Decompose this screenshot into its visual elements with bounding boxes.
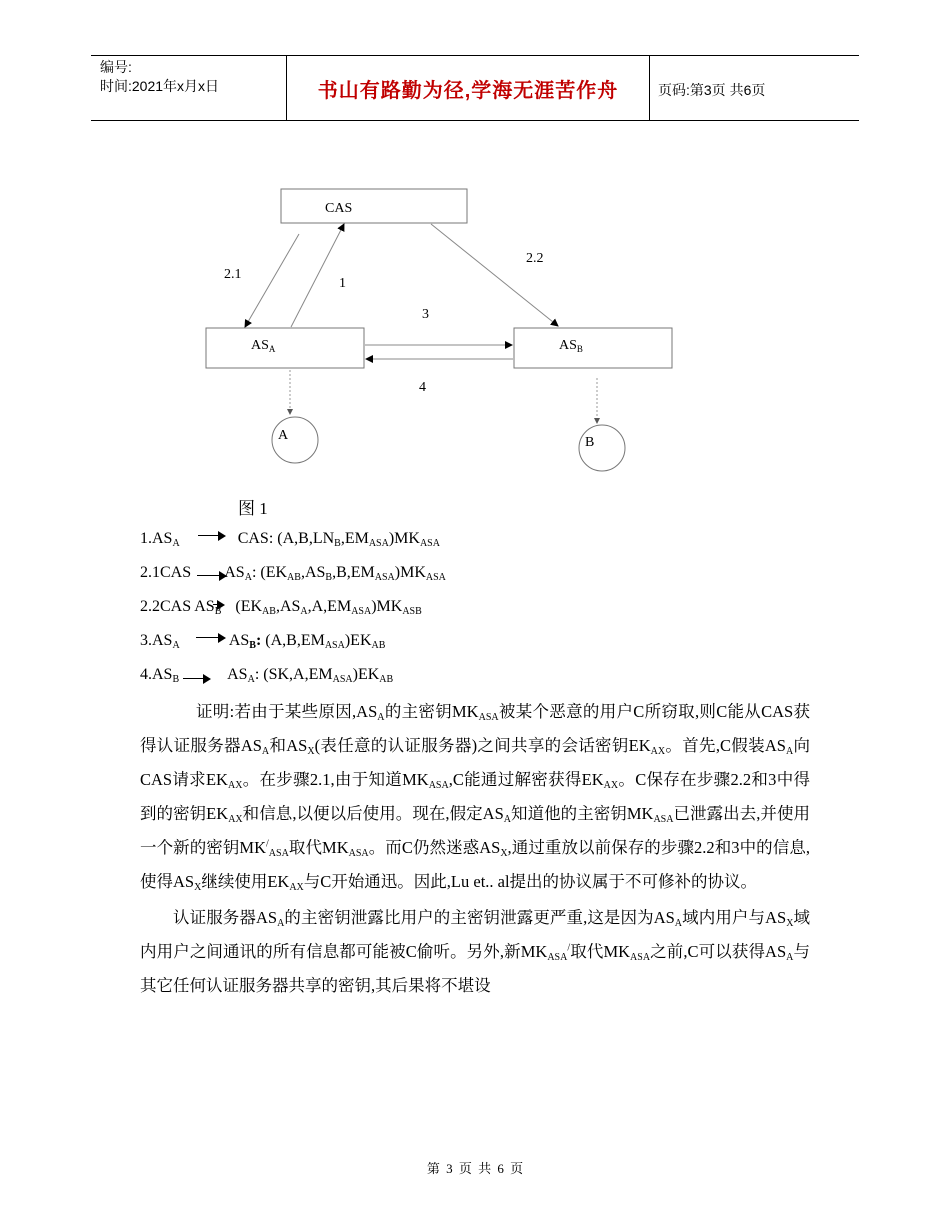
page-footer: 第 3 页 共 6 页 (426, 1161, 524, 1176)
edge-label-3: 3 (422, 307, 429, 322)
user-a-label: A (278, 428, 289, 443)
asa-box (206, 328, 364, 368)
cas-label: CAS (325, 201, 353, 216)
step-4: $4.AS_B$ $AS_A$: $(SK,A,EM_{ASA})EK_{AB}$ (140, 666, 394, 685)
step-1: $1.AS_A$ CAS: $(A,B,LN_B,EM_{ASA})MK_{ASA}$ (140, 530, 440, 549)
time-label: 时间:2021年x月x日 (100, 78, 220, 94)
document-header (91, 55, 859, 121)
step-2-1: 2.1CAS $AS_A$: $(EK_{AB},AS_B,B,EM_{ASA})MK_{ASA}$ (140, 564, 446, 583)
right-arrow-icon (198, 531, 226, 541)
protocol-diagram (0, 180, 950, 480)
right-arrow-icon (196, 633, 226, 643)
edge-label-2-2: 2.2 (526, 251, 544, 266)
figure-caption: 图 1 (238, 499, 268, 518)
cas-box (281, 189, 467, 223)
paragraph-consequence: 认证服务器$AS_A$的主密钥泄露比用户的主密钥泄露更严重,这是因为$AS_A$域内用户与$AS_X$域内用户之间通讯的所有信息都可能被C偷听。另外,新$MK_{ASA}^/$取代$MK_{ASA}$之前,C可以获得$AS_A$与其它任何认证服务器共享的密钥,其后果将不堪设 (140, 908, 811, 995)
edge-label-2-1: 2.1 (224, 267, 242, 282)
asa-label: $AS_A$ (251, 338, 276, 354)
right-arrow-icon (183, 674, 211, 684)
number-label: 编号: (100, 59, 132, 75)
protocol-steps (140, 527, 446, 697)
step-3: $3.AS_A$ $AS_B$: $(A,B,EM_{ASA})EK_{AB}$ (140, 632, 386, 651)
asb-label: $AS_B$ (559, 338, 583, 354)
arrow-2-2 (431, 224, 558, 326)
edge-label-4: 4 (419, 380, 426, 395)
asb-box (514, 328, 672, 368)
header-divider (649, 56, 650, 120)
user-b-label: B (585, 435, 595, 450)
edge-label-1: 1 (339, 276, 346, 291)
header-left-cell (100, 58, 219, 96)
arrow-1 (291, 224, 344, 327)
right-arrow-icon (213, 600, 225, 610)
step-2-2: 2.2CAS $AS_B$ $(EK_{AB},AS_A,A,EM_{ASA})MK_{ASB}$ (140, 598, 422, 617)
header-page-info: 页码:第3页 共6页 (658, 82, 766, 98)
header-motto: 书山有路勤为径,学海无涯苦作舟 (317, 80, 619, 102)
arrow-2-1 (245, 234, 299, 327)
paragraph-proof: 证明:若由于某些原因$,AS_A$的主密钥$MK_{ASA}$被某个恶意的用户C所窃取,则C能从CAS获得认证服务器$AS_A$和$AS_X$(表任意的认证服务器)之间共享的会话密钥$EK_{AX}$。首先,C假装$AS_A$向CAS请求$EK_{AX}$。在步骤2.1,由于知道$MK_{ASA},C$能通过解密获得$EK_{AX}$。C保存在步骤2.2和3中得到的密钥$EK_{AX}$和信息,以便以后使用。现在,假定$AS_A$知道他的主密钥$MK_{ASA}$已泄露出去,并使用一个新的密钥$MK^/_{ASA}$取代$MK_{ASA}$。而C仍然迷惑$AS_X$,通过重放以前保存的步骤2.2和3中的信息,使得$AS_X$继续使用$EK_{AX}$与C开始通迅。因此,Lu et.. al提出的协议属于不可修补的协议。 (140, 702, 811, 893)
right-arrow-icon (197, 571, 227, 581)
body-text (140, 695, 810, 1003)
